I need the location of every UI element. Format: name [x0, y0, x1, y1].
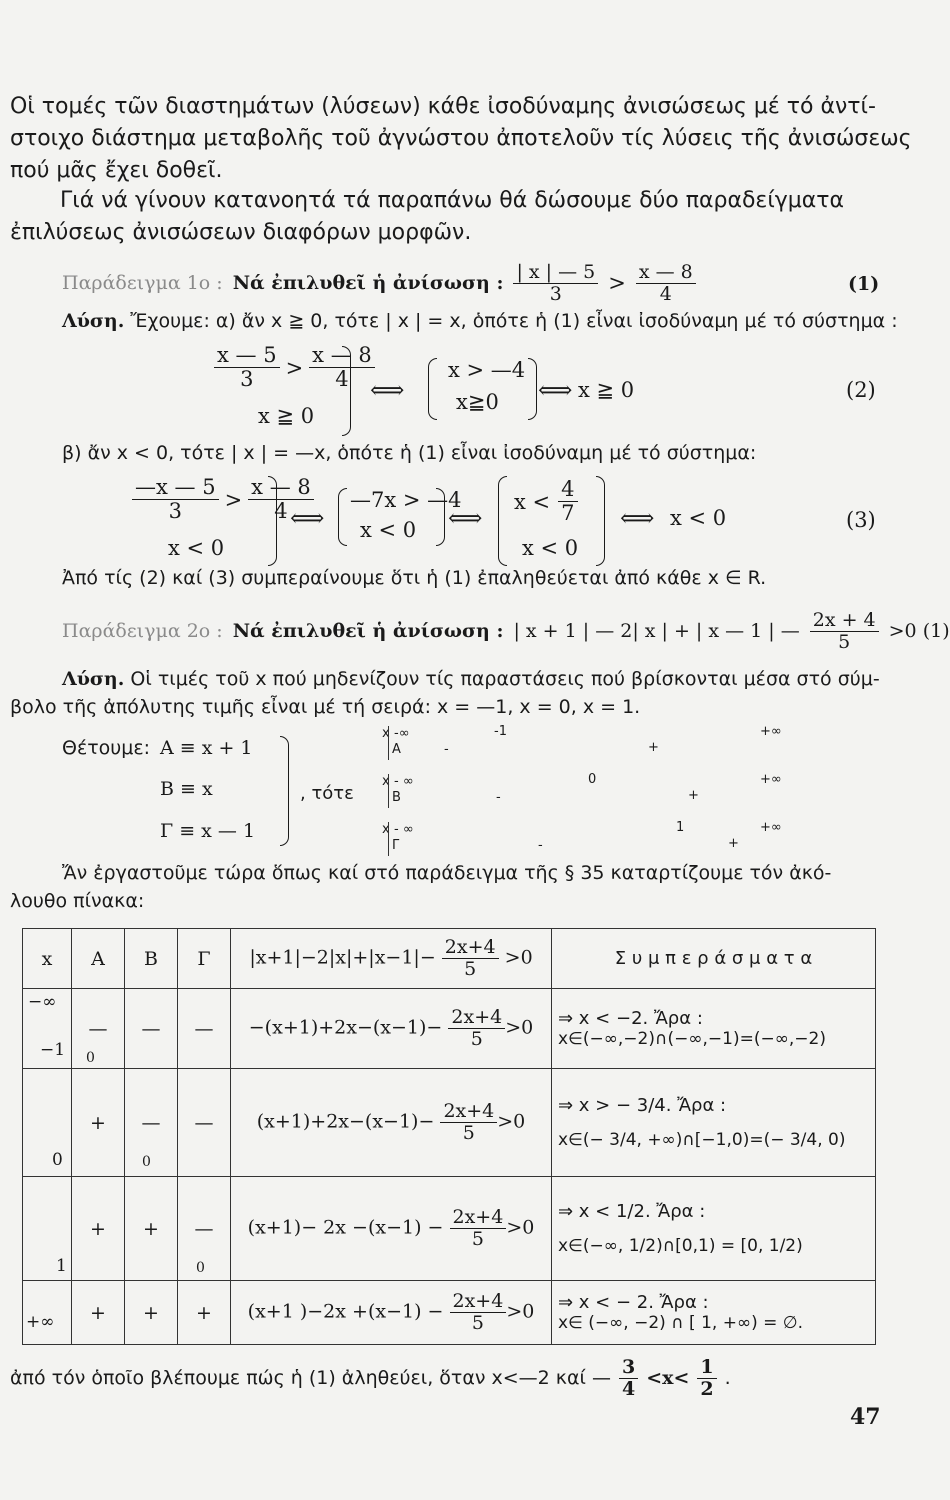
example-2-title: Νά ἐπιλυθεῖ ἡ ἀνίσωση :: [232, 620, 504, 642]
after-line-2: λουθο πίνακα:: [10, 890, 145, 912]
system-b-inequality: $\frac{—x — 5}{3}$ > $\frac{x — 8}{4}$: [132, 476, 314, 523]
example-1-solution-line: [62, 310, 898, 332]
x-label-zero: 0: [52, 1150, 63, 1170]
example-1-title: Νά ἐπιλυθεῖ ἡ ἀνίσωση :: [232, 272, 504, 294]
example-1-frac-right: $\frac{x — 8}{4}$: [636, 262, 696, 305]
system-b-right-brace-left: [498, 476, 507, 566]
example-1-heading: [62, 258, 696, 308]
header-A: A: [72, 929, 125, 989]
example-2-frac: $\frac{2x + 4}{5}$: [810, 610, 879, 653]
beta-line: β) ἄν x < 0, τότε | x | = —x, ὁπότε ἡ (1) εἶναι ἰσοδύναμη μέ τό σύστημα:: [62, 442, 757, 464]
example-2-solution-line-2: βολο τῆς ἀπόλυτης τιμῆς εἶναι μέ τή σειρά: x = —1, x = 0, x = 1.: [10, 696, 641, 718]
header-B: B: [125, 929, 178, 989]
system-b-mid-brace-right: [436, 488, 445, 546]
zero-marker-1: 0: [86, 1050, 95, 1066]
example-1-label: Παράδειγμα 1ο :: [62, 272, 223, 294]
set-label: Θέτουμε:: [62, 737, 151, 759]
header-expression: |x+1|−2|x|+|x−1|− $\frac{2x+4}{5}$ >0: [231, 929, 552, 989]
intro-line-1: Οἱ τομές τῶν διαστημάτων (λύσεων) κάθε ἰσοδύναμης ἀνισώσεως μέ τό ἀντί-: [10, 94, 876, 119]
header-conclusions: Σ υ μ π ε ρ ά σ μ α τ α: [552, 929, 876, 989]
def-A: A ≡ x + 1: [160, 737, 253, 759]
system-b-result: x < 0: [670, 506, 727, 530]
header-x: x: [23, 929, 72, 989]
equivalence-arrow-icon-4: ⟺: [448, 504, 483, 532]
system-b-condition: x < 0: [168, 536, 225, 560]
equivalence-arrow-icon: ⟺: [370, 376, 405, 404]
x-label-minus-one: −1: [40, 1040, 66, 1060]
intro-line-5: ἐπιλύσεως ἀνισώσεων διαφόρων μορφῶν.: [10, 220, 472, 245]
example-2-tail: >0 (1): [888, 620, 950, 642]
system-b-mid-brace-left: [338, 488, 347, 546]
system-b-brace: [268, 476, 277, 566]
table-row: — — — −(x+1)+2x−(x−1)− $\frac{2x+4}{5}$ >0 ⇒ x < −2. Ἄρα : x∈(−∞,−2)∩(−∞,−1)=(−∞,−2): [23, 989, 876, 1069]
table-header-row: [23, 929, 876, 989]
x-label-plus-inf: +∞: [26, 1312, 55, 1332]
example-2-expr: | x + 1 | — 2| x | + | x — 1 | —: [513, 620, 800, 642]
sign-analysis-table: [22, 928, 876, 1345]
example-2-label: Παράδειγμα 2ο :: [62, 620, 223, 642]
equation-number-1: (1): [848, 273, 880, 295]
example-2-heading: [62, 606, 950, 656]
table-row: + + — (x+1)− 2x −(x−1) − $\frac{2x+4}{5}$ >0 ⇒ x < 1/2. Ἄρα : x∈(−∞, 1/2)∩[0,1) = [0, 1/2): [23, 1177, 876, 1281]
x-label-one: 1: [56, 1256, 67, 1276]
gt-sign: >: [608, 271, 626, 295]
system-a-mid-brace-right: [528, 358, 537, 420]
solution-label: Λύση.: [62, 310, 125, 332]
after-line-1: Ἄν ἐργαστοῦμε τώρα ὅπως καί στό παράδειγμα τῆς § 35 καταρτίζουμε τόν ἀκό-: [62, 862, 832, 884]
intro-line-3: πού μᾶς ἔχει δοθεῖ.: [10, 158, 223, 183]
table-row: + — — (x+1)+2x−(x−1)− $\frac{2x+4}{5}$ >0 ⇒ x > − 3/4. Ἄρα : x∈(− 3/4, +∞)∩[−1,0)=(− 3/4, 0): [23, 1069, 876, 1177]
sign-table-B: x - ∞ 0 +∞ B - +: [372, 772, 784, 812]
system-b-m1: —7x > —4: [350, 488, 462, 512]
equation-number-2: (2): [846, 378, 876, 402]
intro-line-4: Γιά νά γίνουν κατανοητά τά παραπάνω θά δώσουμε δύο παραδείγματα: [60, 188, 845, 213]
zero-marker-3: 0: [196, 1260, 205, 1276]
def-B: B ≡ x: [160, 778, 213, 800]
equivalence-arrow-icon-3: ⟺: [290, 504, 325, 532]
example-1-conclusion: Ἀπό τίς (2) καί (3) συμπεραίνουμε ὅτι ἡ (1) ἐπαληθεύεται ἀπό κάθε x ∈ R.: [62, 567, 767, 589]
zero-marker-2: 0: [142, 1154, 151, 1170]
system-b-r1: x < $\frac{4}{7}$: [514, 478, 578, 525]
system-a-r1: x > —4: [448, 358, 526, 382]
header-G: Γ: [178, 929, 231, 989]
tote-label: , τότε: [300, 783, 354, 804]
system-a-mid-brace-left: [428, 358, 437, 420]
example-2-solution-line-1: Λύση. Οἱ τιμές τοῦ x πού μηδενίζουν τίς παραστάσεις πού βρίσκονται μέσα στό σύμ-: [62, 668, 880, 690]
system-a-r2: x≧0: [456, 390, 499, 414]
sign-table-A: x -∞ -1 +∞ A - +: [372, 724, 784, 764]
system-a-result: x ≧ 0: [578, 378, 635, 402]
example-1-frac-left: $\frac{| x | — 5}{3}$: [513, 262, 598, 305]
x-label-minus-inf: −∞: [28, 992, 57, 1012]
system-a-condition: x ≧ 0: [258, 404, 315, 428]
system-a-brace: [342, 346, 351, 436]
equivalence-arrow-icon-5: ⟺: [620, 504, 655, 532]
intro-line-2: στοιχο διάστημα μεταβολῆς τοῦ ἀγνώστου ἀποτελοῦν τίς λύσεις τῆς ἀνισώσεως: [10, 126, 912, 151]
solution-text: Ἔχουμε: α) ἄν x ≧ 0, τότε | x | = x, ὁπότε ἡ (1) εἶναι ἰσοδύναμη μέ τό σύστημα :: [130, 310, 898, 332]
final-line: ἀπό τόν ὁποῖο βλέπουμε πώς ἡ (1) ἀληθεύει, ὅταν x<—2 καί — $\frac{3}{4}$ <x< $\frac{1}{2}$ .: [10, 1355, 731, 1400]
system-b-right-brace-right: [596, 476, 605, 566]
system-a-inequality: $\frac{x — 5}{3}$ > $\frac{x — 8}{4}$: [214, 344, 375, 391]
def-G: Γ ≡ x — 1: [160, 820, 256, 842]
sign-table-G: x - ∞ 1 +∞ Γ - +: [372, 820, 784, 860]
equivalence-arrow-icon-2: ⟺: [538, 376, 573, 404]
definitions-brace: [280, 736, 289, 846]
equation-number-3: (3): [846, 508, 876, 532]
page-number: 47: [850, 1404, 881, 1430]
table-row: + + + (x+1 )−2x +(x−1) − $\frac{2x+4}{5}$ >0 ⇒ x < − 2. Ἄρα : x∈ (−∞, −2) ∩ [ 1, +∞) = ∅.: [23, 1281, 876, 1345]
system-b-r2: x < 0: [522, 536, 579, 560]
system-b-m2: x < 0: [360, 518, 417, 542]
